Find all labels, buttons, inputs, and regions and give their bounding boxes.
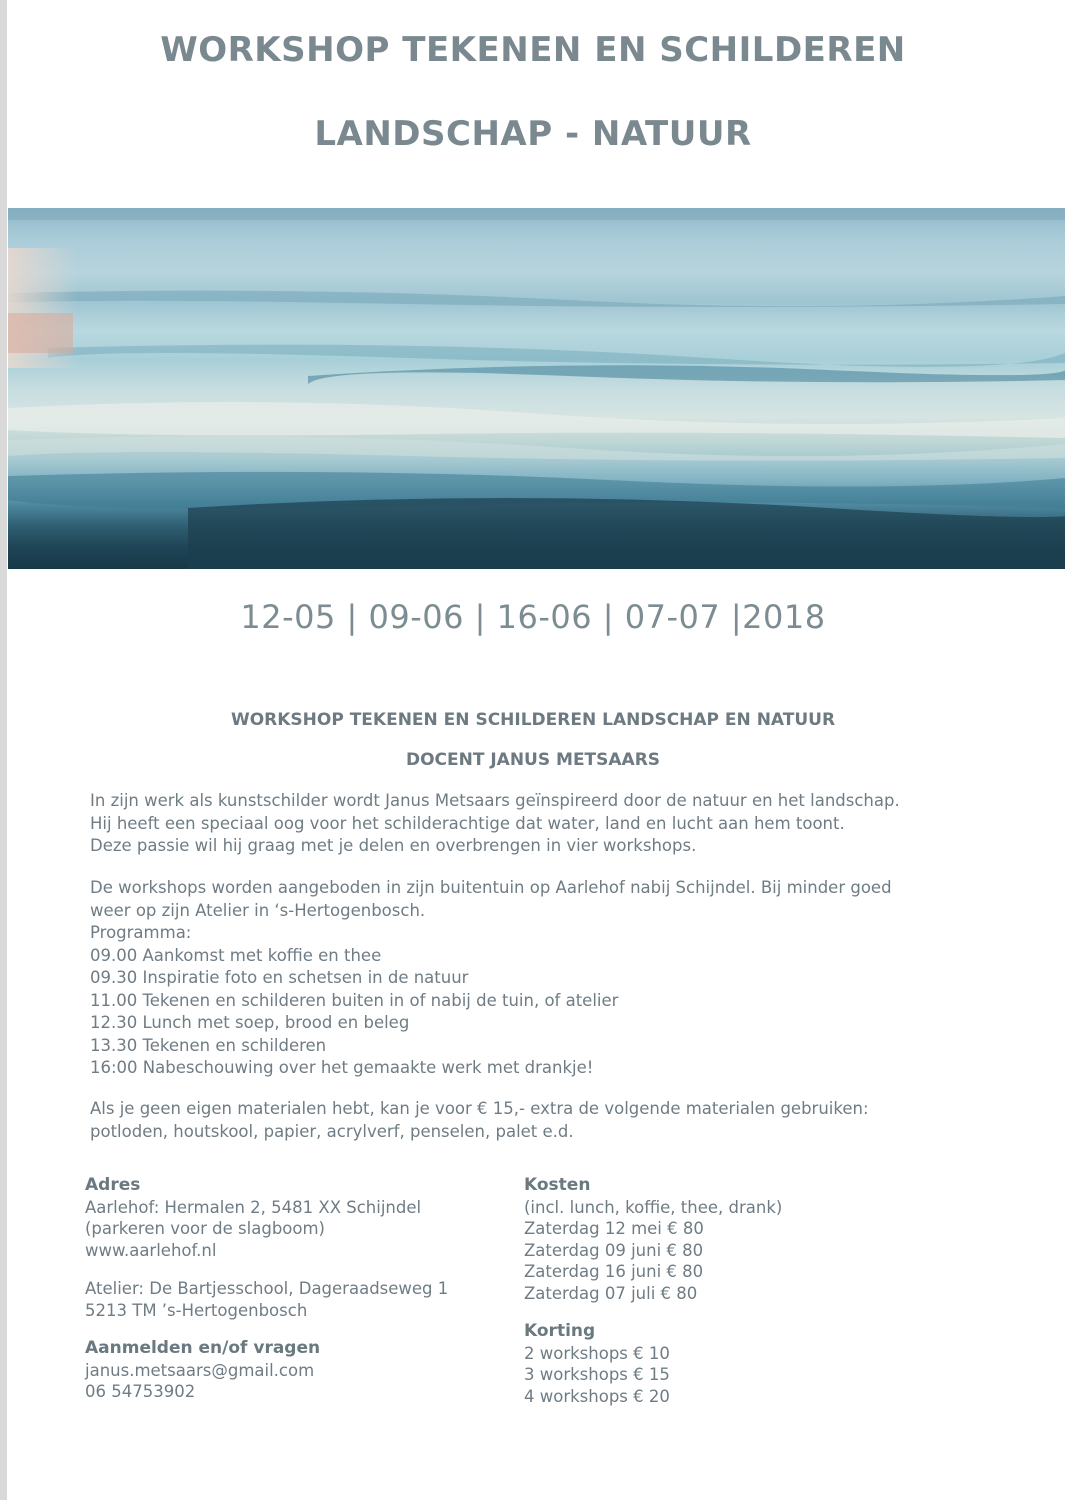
painting-strokes xyxy=(8,208,1065,569)
address-contact-column xyxy=(85,1175,505,1403)
materials-paragraph xyxy=(90,1098,990,1143)
costs-line: Zaterdag 09 juni € 80 xyxy=(524,1240,704,1260)
materials-line: Als je geen eigen materialen hebt, kan je voor € 15,- extra de volgende materialen gebruiken: xyxy=(90,1099,869,1118)
contact-heading: Aanmelden en/of vragen xyxy=(85,1338,321,1358)
workshop-subtitle: WORKSHOP TEKENEN EN SCHILDEREN LANDSCHAP EN NATUUR xyxy=(230,710,836,730)
address-line: (parkeren voor de slagboom) xyxy=(85,1219,325,1238)
title-line-2: LANDSCHAP - NATUUR xyxy=(314,114,752,154)
intro-line: Deze passie wil hij graag met je delen en overbrengen in vier workshops. xyxy=(90,836,697,855)
program-item: 09.00 Aankomst met koffie en thee xyxy=(90,945,382,965)
costs-heading: Kosten xyxy=(524,1175,591,1195)
program-item: 16:00 Nabeschouwing over het gemaakte werk met drankje! xyxy=(90,1058,594,1077)
costs-line: Zaterdag 12 mei € 80 xyxy=(524,1219,704,1238)
atelier-line: 5213 TM ’s-Hertogenbosch xyxy=(85,1300,308,1320)
program-item: 12.30 Lunch met soep, brood en beleg xyxy=(90,1013,410,1032)
discount-line: 2 workshops € 10 xyxy=(524,1343,670,1363)
location-line: De workshops worden aangeboden in zijn buitentuin op Aarlehof nabij Schijndel. Bij minder goed xyxy=(90,878,892,897)
intro-paragraph xyxy=(90,790,990,858)
materials-line: potloden, houtskool, papier, acrylverf, penselen, palet e.d. xyxy=(90,1121,574,1141)
email-link[interactable]: janus.metsaars@gmail.com xyxy=(85,1360,315,1380)
location-line: weer op zijn Atelier in ‘s-Hertogenbosch. xyxy=(90,900,426,920)
title-line-1: WORKSHOP TEKENEN EN SCHILDEREN xyxy=(160,30,906,70)
program-item: 09.30 Inspiratie foto en schetsen in de natuur xyxy=(90,968,469,987)
atelier-line: Atelier: De Bartjesschool, Dageraadseweg 1 xyxy=(85,1279,449,1298)
intro-line: In zijn werk als kunstschilder wordt Janus Metsaars geïnspireerd door de natuur en het landschap. xyxy=(90,791,900,810)
costs-column xyxy=(524,1175,944,1407)
location-program-paragraph xyxy=(90,877,990,1080)
workshop-dates: 12-05 | 09-06 | 16-06 | 07-07 |2018 xyxy=(240,598,826,636)
address-line: Aarlehof: Hermalen 2, 5481 XX Schijndel xyxy=(85,1197,422,1217)
costs-line: Zaterdag 16 juni € 80 xyxy=(524,1262,704,1281)
landscape-painting-image xyxy=(8,208,1065,569)
discount-line: 3 workshops € 15 xyxy=(524,1365,670,1384)
costs-line: Zaterdag 07 juli € 80 xyxy=(524,1283,698,1303)
costs-line: (incl. lunch, koffie, thee, drank) xyxy=(524,1197,783,1217)
discount-line: 4 workshops € 20 xyxy=(524,1386,670,1406)
intro-line: Hij heeft een speciaal oog voor het schilderachtige dat water, land en lucht aan hem toont. xyxy=(90,813,845,833)
teacher-name: DOCENT JANUS METSAARS xyxy=(405,750,661,770)
address-heading: Adres xyxy=(85,1175,141,1195)
phone-number: 06 54753902 xyxy=(85,1382,196,1401)
discount-heading: Korting xyxy=(524,1321,596,1341)
program-item: 11.00 Tekenen en schilderen buiten in of nabij de tuin, of atelier xyxy=(90,990,619,1010)
website-link[interactable]: www.aarlehof.nl xyxy=(85,1240,217,1260)
program-label: Programma: xyxy=(90,923,192,942)
program-item: 13.30 Tekenen en schilderen xyxy=(90,1035,327,1055)
